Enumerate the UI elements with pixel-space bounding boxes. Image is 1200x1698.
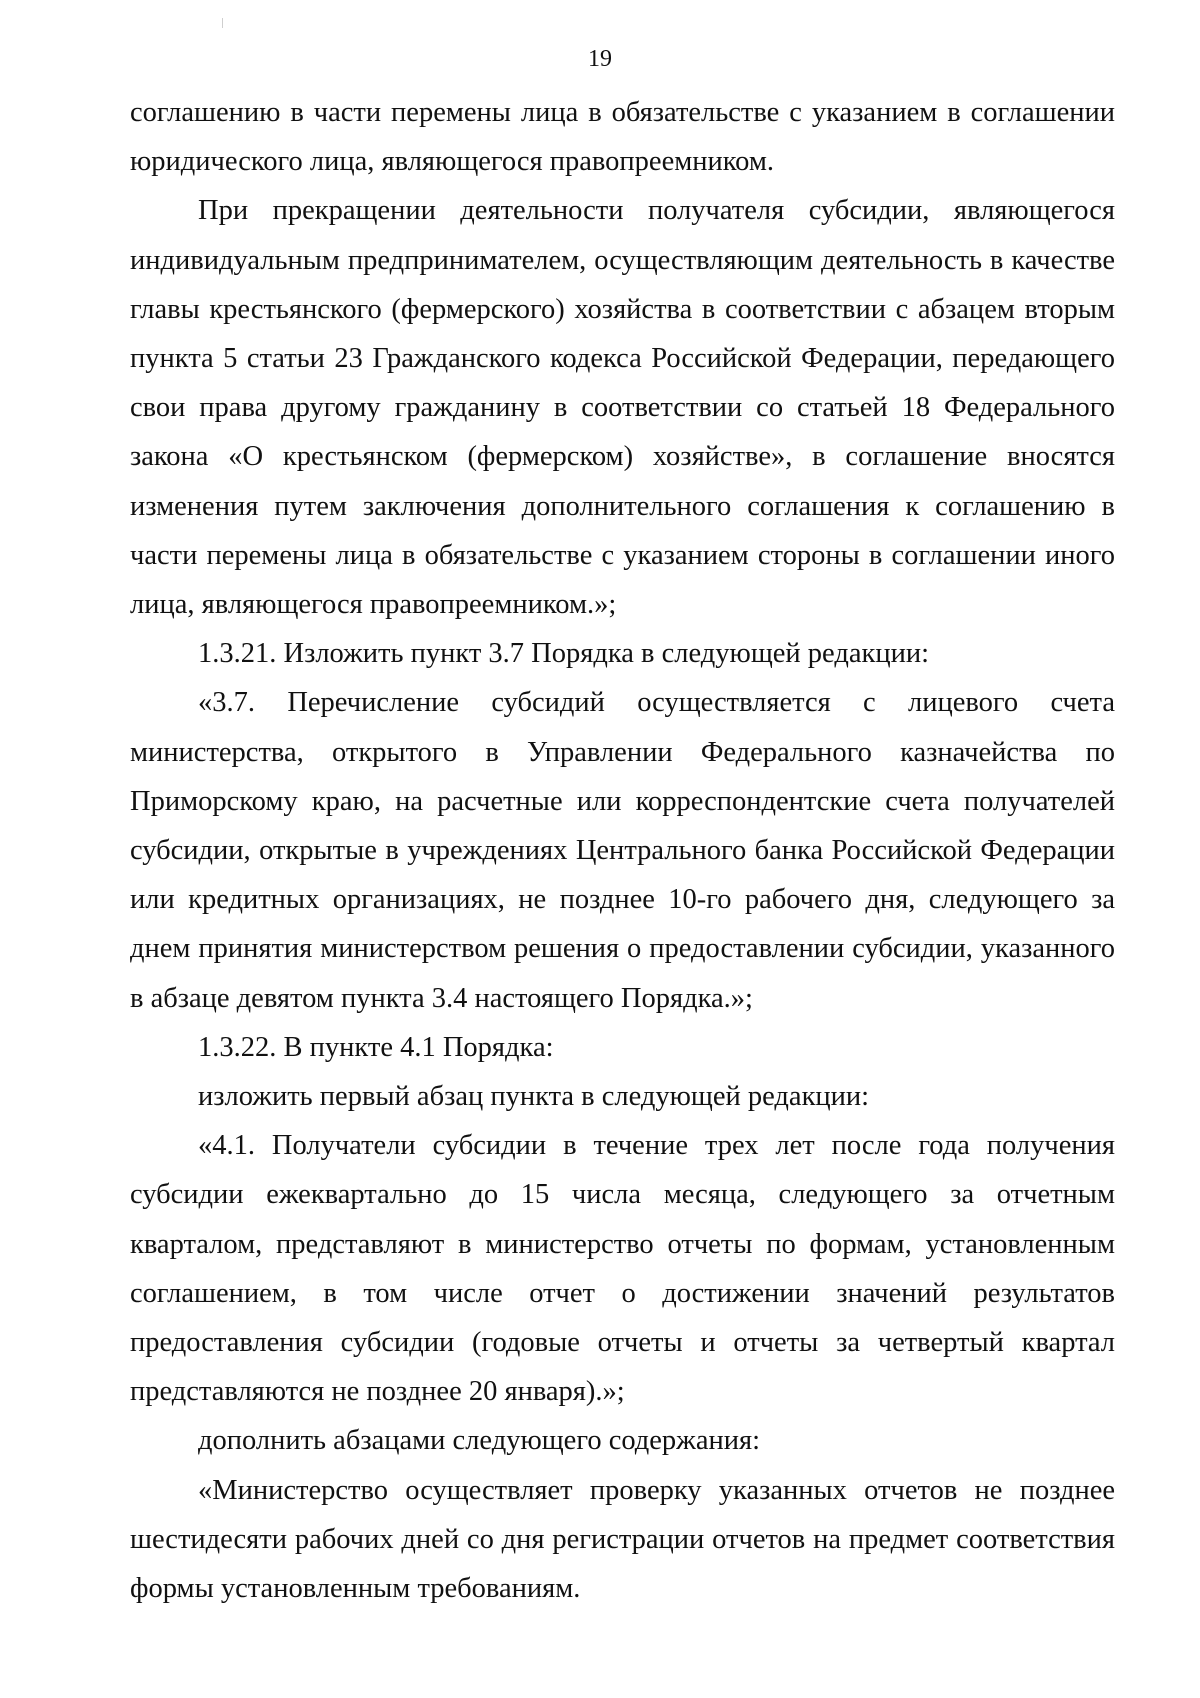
paragraph-2: При прекращении деятельности получателя субсидии, являющегося индивидуальным предпринимателем, осуществляющим деятельность в качестве главы крестьянского (фермерского) хозяйства в соответствии с абзацем вторым пункта 5 статьи 23 Гражданского кодекса Российской Федерации, передающего свои права другому гражданину в соответствии со статьей 18 Федерального закона «О крестьянском (фермерском) хозяйстве», в соглашение вносятся изменения путем заключения дополнительного соглашения к соглашению в части перемены лица в обязательстве с указанием стороны в соглашении иного лица, являющегося правопреемником.»; xyxy=(130,195,1115,621)
scan-artifact xyxy=(222,18,223,28)
page-number: 19 xyxy=(588,46,612,72)
paragraph-1: соглашению в части перемены лица в обязательстве с указанием в соглашении юридического лица, являющегося правопреемником. xyxy=(130,97,1115,178)
paragraph-8: дополнить абзацами следующего содержания: xyxy=(198,1425,761,1457)
paragraph-7: «4.1. Получатели субсидии в течение трех лет после года получения субсидии ежеквартально до 15 числа месяца, следующего за отчетным кварталом, представляют в министерство отчеты по формам, установленным соглашением, в том числе отчет о достижении значений результатов предоставления субсидии (годовые отчеты и отчеты за четвертый квартал представляются не позднее 20 января).»; xyxy=(130,1130,1115,1408)
paragraph-3: 1.3.21. Изложить пункт 3.7 Порядка в следующей редакции: xyxy=(198,638,929,670)
paragraph-9: «Министерство осуществляет проверку указанных отчетов не позднее шестидесяти рабочих дней со дня регистрации отчетов на предмет соответствия формы установленным требованиям. xyxy=(130,1474,1115,1605)
paragraph-5: 1.3.22. В пункте 4.1 Порядка: xyxy=(198,1031,554,1063)
paragraph-6: изложить первый абзац пункта в следующей редакции: xyxy=(198,1081,870,1113)
paragraph-4: «3.7. Перечисление субсидий осуществляется с лицевого счета министерства, открытого в Управлении Федерального казначейства по Приморскому краю, на расчетные или корреспондентские счета получателей субсидии, открытые в учреждениях Центрального банка Российской Федерации или кредитных организациях, не позднее 10-го рабочего дня, следующего за днем принятия министерством решения о предоставлении субсидии, указанного в абзаце девятом пункта 3.4 настоящего Порядка.»; xyxy=(130,687,1115,1014)
document-body xyxy=(130,88,1115,1613)
